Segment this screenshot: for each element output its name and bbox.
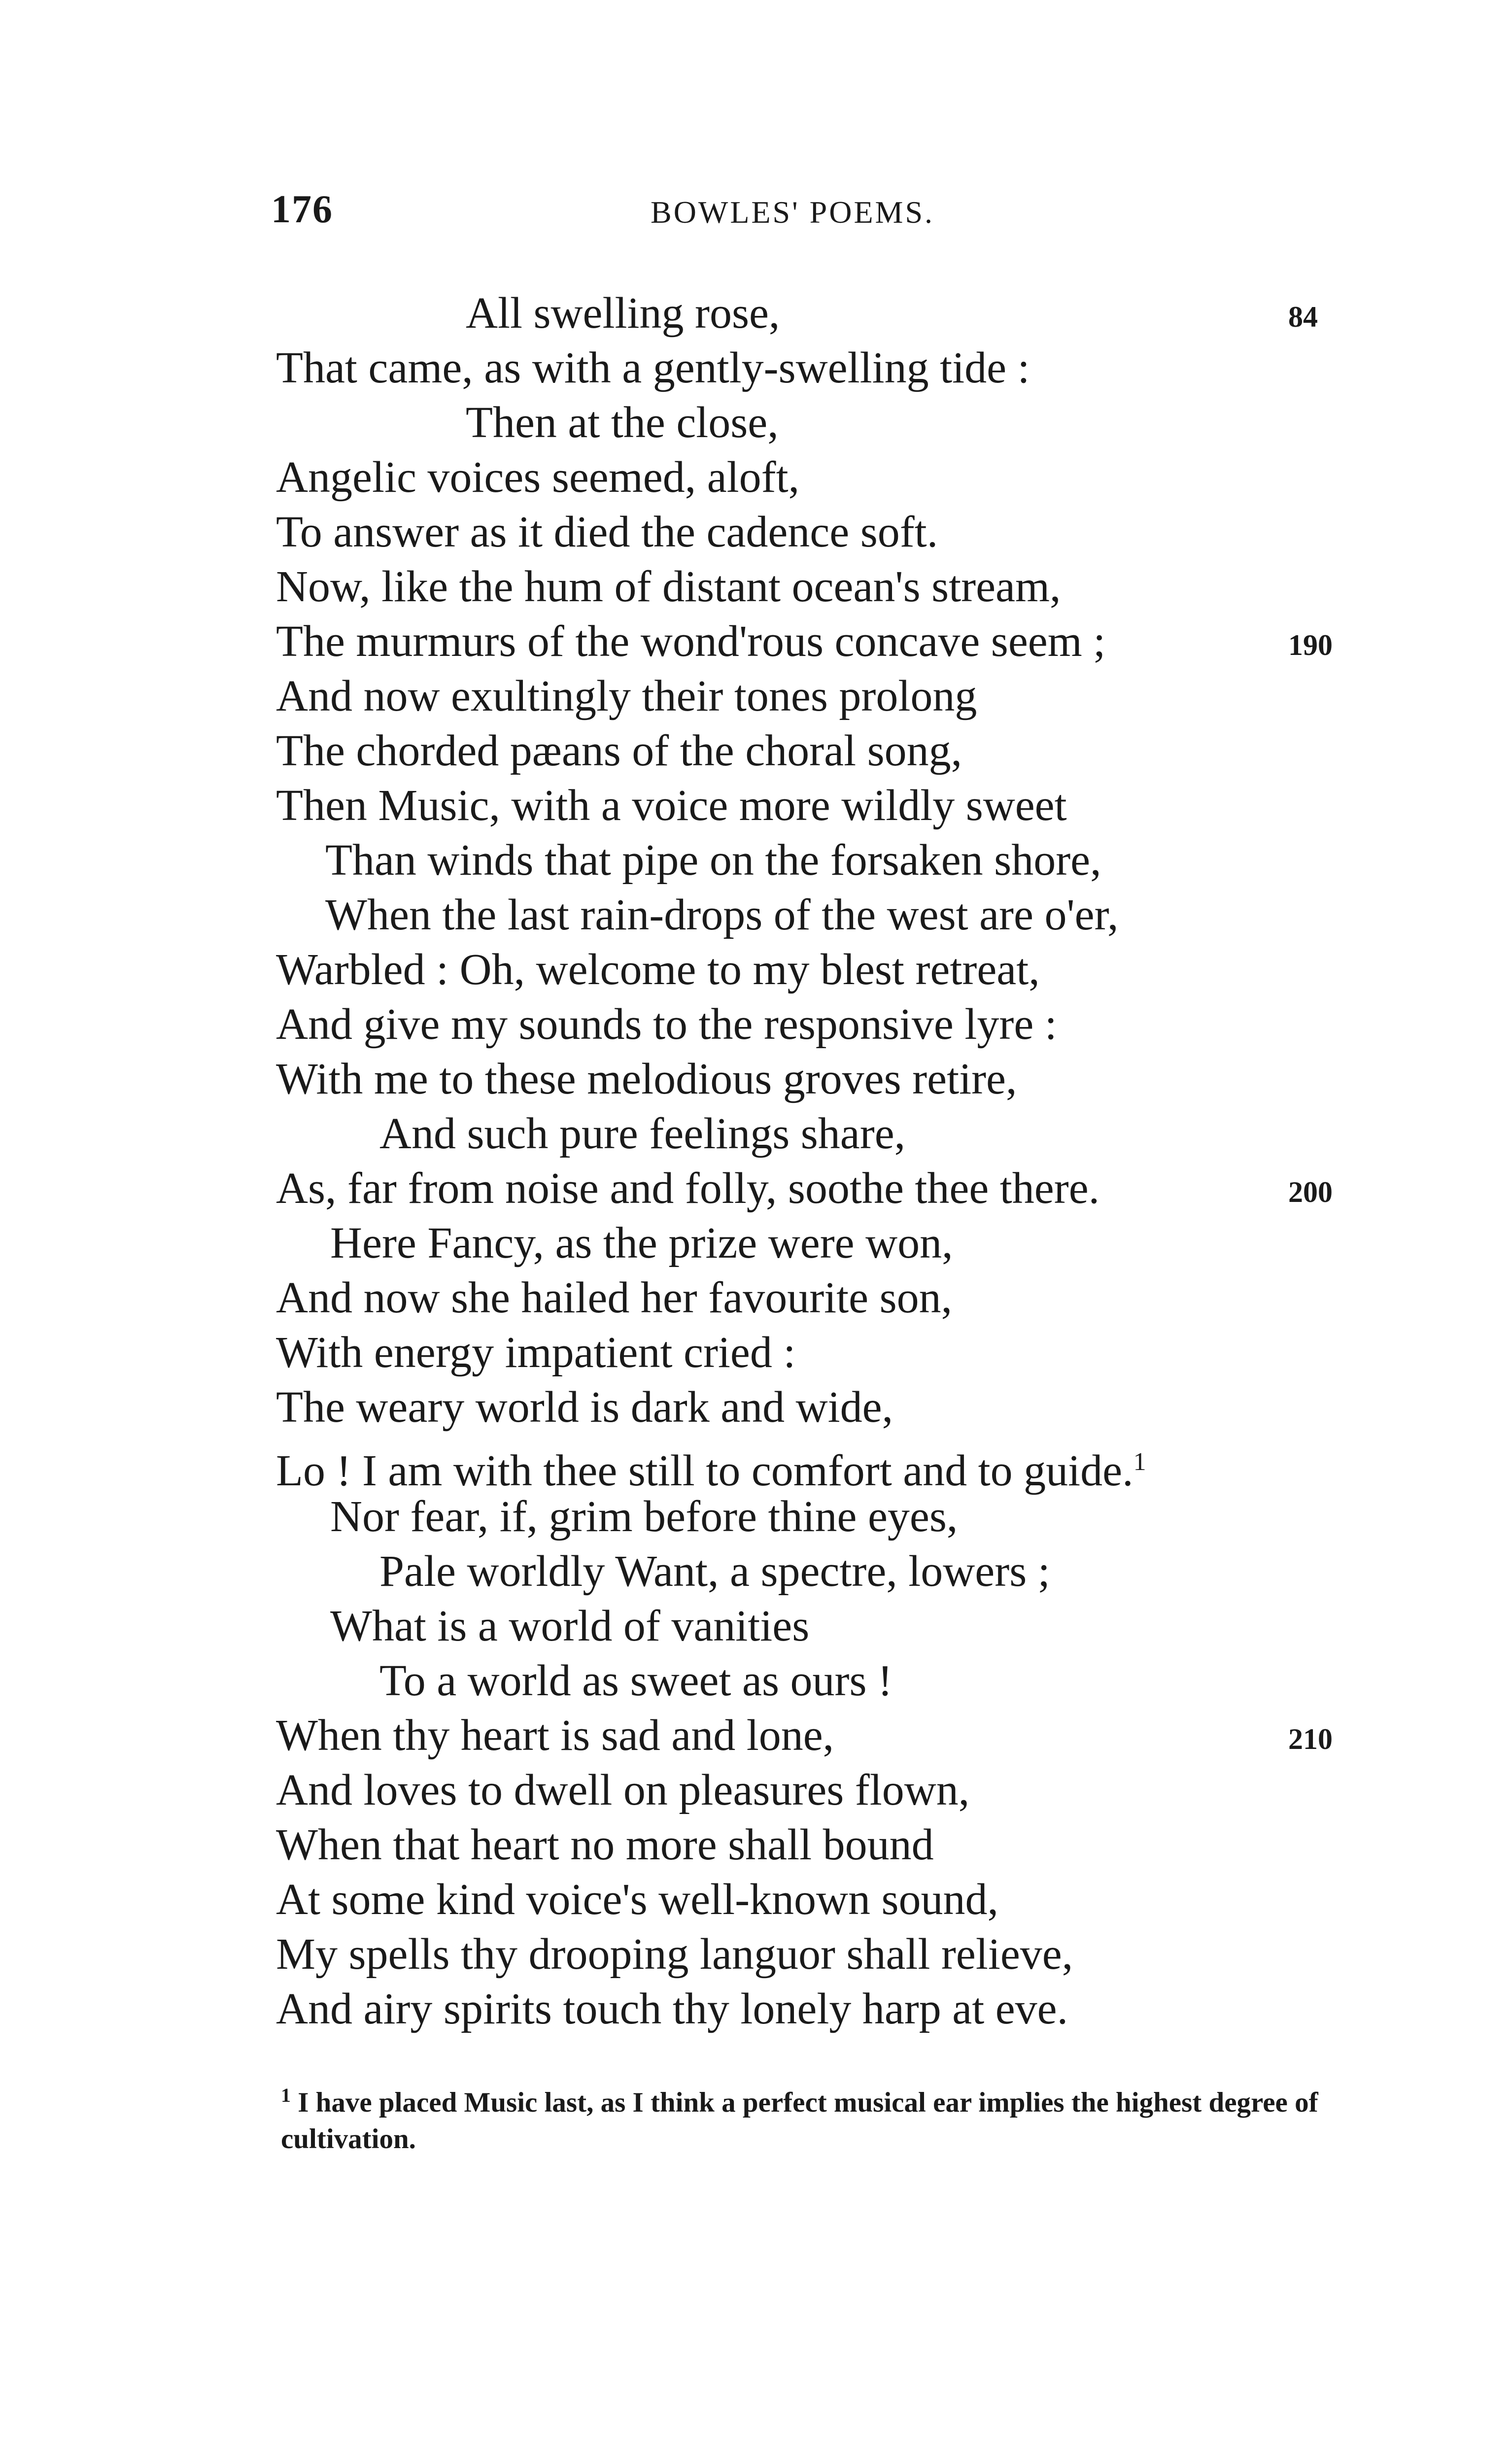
poem-line-text: And give my sounds to the responsive lyre : bbox=[276, 1000, 1057, 1049]
poem-line-text: That came, as with a gently-swelling tide : bbox=[276, 343, 1030, 392]
poem-body bbox=[0, 286, 1511, 2060]
poem-line-text: Then Music, with a voice more wildly sweet bbox=[276, 781, 1067, 830]
poem-line-text: As, far from noise and folly, soothe thee there. bbox=[276, 1164, 1100, 1213]
poem-line bbox=[0, 1763, 1511, 1817]
poem-line bbox=[0, 723, 1511, 778]
poem-line-text: Warbled : Oh, welcome to my blest retreat, bbox=[276, 945, 1040, 994]
poem-line-text: And now exultingly their tones prolong bbox=[276, 672, 977, 720]
poem-line bbox=[0, 505, 1511, 559]
poem-line-text: Angelic voices seemed, aloft, bbox=[276, 453, 800, 502]
poem-line-text: Now, like the hum of distant ocean's stream, bbox=[276, 562, 1061, 611]
line-number: 190 bbox=[1288, 629, 1333, 661]
poem-line-text: And loves to dwell on pleasures flown, bbox=[276, 1766, 970, 1814]
poem-line-text: When that heart no more shall bound bbox=[276, 1820, 934, 1869]
poem-line-text: With me to these melodious groves retire, bbox=[276, 1055, 1017, 1103]
poem-line-text: When thy heart is sad and lone, bbox=[276, 1711, 834, 1760]
poem-line bbox=[0, 1489, 1511, 1544]
poem-line bbox=[0, 614, 1511, 669]
poem-line bbox=[0, 778, 1511, 833]
poem-line-text: To answer as it died the cadence soft. bbox=[276, 508, 938, 556]
poem-line bbox=[0, 888, 1511, 942]
poem-line bbox=[0, 1106, 1511, 1161]
poem-line bbox=[0, 1927, 1511, 1982]
poem-line bbox=[0, 559, 1511, 614]
poem-line-text: The weary world is dark and wide, bbox=[276, 1383, 893, 1432]
poem-line bbox=[0, 286, 1511, 341]
poem-line-text: Here Fancy, as the prize were won, bbox=[330, 1219, 953, 1267]
poem-line bbox=[0, 1325, 1511, 1380]
poem-line-text: At some kind voice's well-known sound, bbox=[276, 1875, 999, 1924]
poem-line-text: To a world as sweet as ours ! bbox=[379, 1656, 893, 1705]
footnote-reference: 1 bbox=[1133, 1448, 1146, 1476]
poem-line bbox=[0, 1380, 1511, 1435]
poem-line bbox=[0, 997, 1511, 1052]
poem-line bbox=[0, 1435, 1511, 1495]
poem-line-text: My spells thy drooping languor shall relieve, bbox=[276, 1930, 1073, 1979]
poem-line-text: Nor fear, if, grim before thine eyes, bbox=[330, 1492, 958, 1541]
poem-line bbox=[0, 833, 1511, 888]
poem-line-text: With energy impatient cried : bbox=[276, 1328, 796, 1377]
line-number: 200 bbox=[1288, 1176, 1333, 1208]
footnote-text: I have placed Music last, as I think a perfect musical ear implies the highest degree of cultivation. bbox=[281, 2087, 1318, 2155]
poem-line bbox=[0, 1872, 1511, 1927]
poem-line bbox=[0, 1708, 1511, 1763]
poem-line-text: All swelling rose, bbox=[466, 289, 780, 338]
poem-line-text: When the last rain-drops of the west are o'er, bbox=[325, 890, 1119, 939]
line-number: 84 bbox=[1288, 301, 1318, 333]
footnote bbox=[281, 2077, 1345, 2157]
poem-line bbox=[0, 1599, 1511, 1653]
poem-line bbox=[0, 1270, 1511, 1325]
poem-line bbox=[0, 1052, 1511, 1106]
page-number: 176 bbox=[271, 188, 333, 231]
poem-line-text: And such pure feelings share, bbox=[379, 1109, 906, 1158]
poem-line-text: And now she hailed her favourite son, bbox=[276, 1273, 953, 1322]
poem-line bbox=[0, 669, 1511, 723]
poem-line bbox=[0, 1653, 1511, 1708]
poem-line-text: And airy spirits touch thy lonely harp at eve. bbox=[276, 1985, 1068, 2033]
poem-line-text: Than winds that pipe on the forsaken shore, bbox=[325, 836, 1101, 885]
poem-line-text: Then at the close, bbox=[466, 398, 779, 447]
poem-line bbox=[0, 341, 1511, 395]
page-header bbox=[0, 187, 1511, 251]
poem-line bbox=[0, 1161, 1511, 1216]
poem-line bbox=[0, 1544, 1511, 1599]
running-title: BOWLES' POEMS. bbox=[651, 195, 935, 230]
footnote-marker: 1 bbox=[281, 2084, 291, 2106]
poem-line-text: What is a world of vanities bbox=[330, 1602, 810, 1650]
poem-line-text: The chorded pæans of the choral song, bbox=[276, 726, 962, 775]
poem-line bbox=[0, 450, 1511, 505]
poem-line bbox=[0, 395, 1511, 450]
poem-line-text: Pale worldly Want, a spectre, lowers ; bbox=[379, 1547, 1050, 1596]
poem-line bbox=[0, 1216, 1511, 1270]
line-number: 210 bbox=[1288, 1723, 1333, 1755]
poem-line-text: Lo ! I am with thee still to comfort and to guide.$^1$ bbox=[276, 1446, 1146, 1495]
poem-line bbox=[0, 1817, 1511, 1872]
poem-line bbox=[0, 942, 1511, 997]
poem-line-text: The murmurs of the wond'rous concave seem ; bbox=[276, 617, 1106, 666]
poem-line bbox=[0, 1982, 1511, 2036]
